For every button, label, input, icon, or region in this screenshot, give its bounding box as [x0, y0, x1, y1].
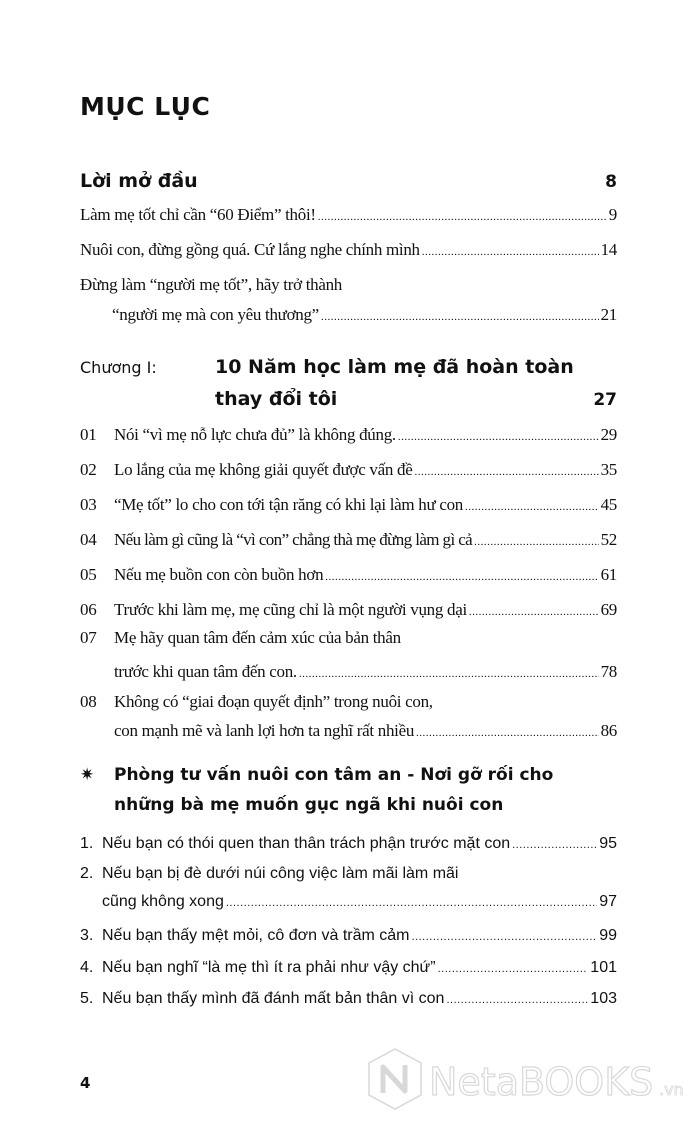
toc-entry[interactable]: [80, 495, 617, 515]
bonus-title: những bà mẹ muốn gục ngã khi nuôi con: [114, 795, 504, 815]
leader-dots: [226, 893, 597, 911]
toc-entry-text: Nếu bạn bị đè dưới núi công việc làm mãi làm mãi: [102, 865, 459, 882]
toc-entry-page: 95: [599, 835, 617, 852]
leader-dots: [512, 835, 597, 853]
toc-entry-line2[interactable]: [102, 893, 617, 911]
toc-entry-line2[interactable]: [112, 305, 617, 325]
entry-number: 3.: [80, 927, 94, 944]
entry-number: 06: [80, 600, 97, 619]
toc-entry-line1[interactable]: [80, 865, 617, 883]
toc-entry-page: 78: [600, 662, 617, 681]
page-number: 4: [80, 1074, 91, 1092]
toc-entry-line1[interactable]: [80, 692, 617, 712]
entry-number: 04: [80, 530, 97, 549]
bonus-heading-row2[interactable]: [114, 795, 617, 815]
toc-entry-page: 35: [600, 460, 617, 479]
toc-entry-text: Nếu làm gì cũng là “vì con” chẳng thà mẹ đừng làm gì cả: [114, 530, 473, 549]
chapter-title: thay đổi tôi: [215, 388, 338, 410]
toc-entry-text: Nuôi con, đừng gồng quá. Cứ lắng nghe chính mình: [80, 240, 420, 259]
watermark-brand: NetaBOOKS: [429, 1060, 654, 1104]
toc-entry-text: Lo lắng của mẹ không giải quyết được vấn đề: [114, 460, 413, 479]
toc-entry-line2[interactable]: [114, 721, 617, 741]
preface-heading-row[interactable]: [80, 170, 617, 192]
entry-number: 05: [80, 565, 97, 584]
toc-entry-text: Nếu bạn có thói quen than thân trách phận trước mặt con: [102, 835, 511, 852]
toc-entry-page: 29: [600, 425, 617, 444]
toc-entry-page: 9: [608, 205, 617, 224]
toc-entry-page: 14: [600, 240, 617, 259]
chapter-title: 10 Năm học làm mẹ đã hoàn toàn: [215, 356, 574, 378]
toc-entry-page: 101: [590, 959, 617, 976]
toc-entry-text: Nếu bạn thấy mình đã đánh mất bản thân vì con: [102, 990, 445, 1007]
entry-number: 08: [80, 692, 97, 711]
leader-dots: [414, 460, 598, 480]
leader-dots: [422, 240, 599, 260]
toc-entry-line2[interactable]: [114, 662, 617, 682]
leader-dots: [469, 600, 599, 620]
toc-entry-text: trước khi quan tâm đến con.: [114, 662, 297, 681]
entry-number: 07: [80, 628, 97, 647]
toc-entry[interactable]: [80, 240, 617, 260]
toc-entry[interactable]: [80, 530, 617, 550]
leader-dots: [465, 495, 599, 515]
toc-entry[interactable]: [80, 425, 617, 445]
leader-dots: [412, 927, 598, 945]
toc-entry-text: Mẹ hãy quan tâm đến cảm xúc của bản thân: [114, 628, 401, 647]
toc-entry[interactable]: [80, 205, 617, 225]
toc-entry[interactable]: [80, 990, 617, 1008]
toc-entry-text: con mạnh mẽ và lanh lợi hơn ta nghĩ rất nhiều: [114, 721, 415, 740]
leader-dots: [321, 305, 599, 325]
toc-entry[interactable]: [80, 460, 617, 480]
toc-entry-text: Nói “vì mẹ nỗ lực chưa đủ” là không đúng.: [114, 425, 396, 444]
toc-entry-page: 52: [600, 530, 617, 549]
toc-entry[interactable]: [80, 565, 617, 585]
toc-entry[interactable]: [80, 959, 617, 977]
leader-dots: [398, 425, 599, 445]
entry-number: 1.: [80, 835, 94, 852]
preface-heading: Lời mở đầu: [80, 170, 198, 192]
toc-entry-text: Đừng làm “người mẹ tốt”, hãy trở thành: [80, 275, 343, 294]
toc-entry-text: Nếu mẹ buồn con còn buồn hơn: [114, 565, 324, 584]
entry-number: 02: [80, 460, 97, 479]
toc-entry-text: cũng không xong: [102, 893, 224, 910]
toc-entry-text: Nếu bạn thấy mệt mỏi, cô đơn và trầm cảm: [102, 927, 410, 944]
toc-entry-line1[interactable]: [80, 275, 617, 295]
leader-dots: [474, 530, 598, 550]
toc-entry-text: Làm mẹ tốt chỉ cần “60 Điểm” thôi!: [80, 205, 316, 224]
chapter-page: 27: [593, 390, 617, 410]
leader-dots: [446, 990, 588, 1008]
toc-entry[interactable]: [80, 600, 617, 620]
toc-entry-line1[interactable]: [80, 628, 617, 648]
entry-number: 5.: [80, 990, 94, 1007]
toc-entry-page: 61: [600, 565, 617, 584]
toc-entry-page: 103: [590, 990, 617, 1007]
preface-page: 8: [605, 172, 617, 192]
entry-number: 4.: [80, 959, 94, 976]
leader-dots: [438, 959, 589, 977]
toc-entry-text: “Mẹ tốt” lo cho con tới tận răng có khi lại làm hư con: [114, 495, 463, 514]
watermark-logo: [365, 1045, 695, 1115]
chapter-heading-row[interactable]: [80, 356, 617, 378]
toc-entry-text: Không có “giai đoạn quyết định” trong nuôi con,: [114, 692, 433, 711]
bonus-title: Phòng tư vấn nuôi con tâm an - Nơi gỡ rối cho: [114, 765, 554, 785]
entry-number: 03: [80, 495, 97, 514]
leader-dots: [325, 565, 598, 585]
leader-dots: [318, 205, 607, 225]
toc-entry-page: 99: [599, 927, 617, 944]
toc-entry-page: 69: [600, 600, 617, 619]
toc-entry-page: 97: [599, 893, 617, 910]
chapter-label: Chương I:: [80, 358, 157, 377]
leader-dots: [416, 721, 599, 741]
bonus-heading-row[interactable]: [80, 765, 617, 785]
toc-entry-page: 86: [600, 721, 617, 740]
toc-entry[interactable]: [80, 835, 617, 853]
entry-number: 2.: [80, 865, 94, 882]
star-icon: ✷: [80, 765, 95, 785]
toc-entry-text: Trước khi làm mẹ, mẹ cũng chỉ là một người vụng dại: [114, 600, 467, 619]
watermark-suffix: .vn: [659, 1080, 684, 1099]
leader-dots: [299, 662, 599, 682]
toc-entry[interactable]: [80, 927, 617, 945]
toc-entry-page: 21: [600, 305, 617, 324]
entry-number: 01: [80, 425, 97, 444]
toc-entry-text: Nếu bạn nghĩ “là mẹ thì ít ra phải như vậy chứ”: [102, 959, 436, 976]
toc-entry-page: 45: [600, 495, 617, 514]
chapter-heading-row2[interactable]: [215, 388, 617, 410]
toc-entry-text: “người mẹ mà con yêu thương”: [112, 305, 319, 324]
page-title: MỤC LỤC: [80, 92, 211, 121]
